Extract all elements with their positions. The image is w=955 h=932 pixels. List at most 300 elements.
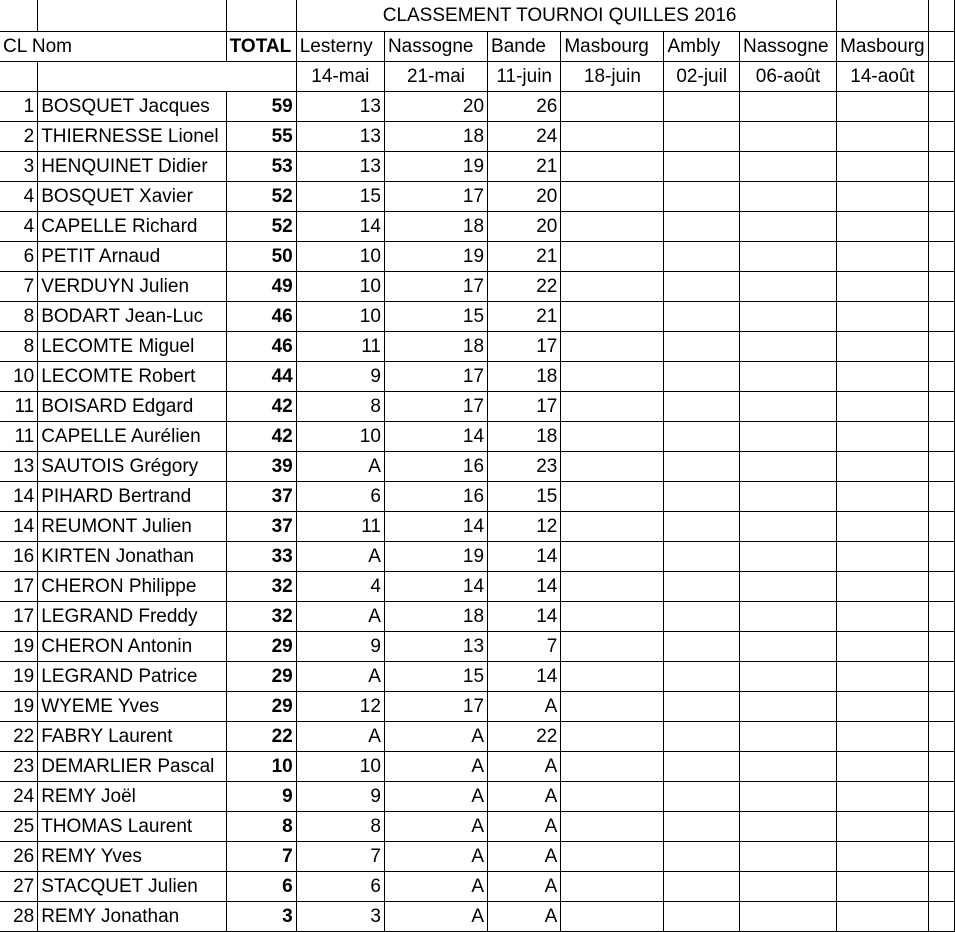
score-cell[interactable]: 9 [296,781,384,811]
score-cell[interactable]: A [384,721,487,751]
score-cell[interactable]: 19 [384,151,487,181]
name-cell[interactable]: VERDUYN Julien [38,271,226,301]
empty-score-cell[interactable] [739,121,836,151]
score-cell[interactable]: A [384,901,487,931]
total-cell[interactable]: 22 [226,721,296,751]
empty-score-cell[interactable] [561,601,664,631]
empty-score-cell[interactable] [837,541,929,571]
score-cell[interactable]: A [488,871,561,901]
empty-score-cell[interactable] [561,661,664,691]
score-cell[interactable]: 14 [488,541,561,571]
score-cell[interactable]: 14 [384,511,487,541]
empty-score-cell[interactable] [837,571,929,601]
empty-score-cell[interactable] [561,421,664,451]
score-cell[interactable]: 14 [488,661,561,691]
empty-score-cell[interactable] [664,451,740,481]
rank-cell[interactable]: 1 [0,91,38,121]
rank-cell[interactable]: 22 [0,721,38,751]
empty-score-cell[interactable] [837,391,929,421]
score-cell[interactable]: 10 [296,421,384,451]
name-cell[interactable]: CHERON Philippe [38,571,226,601]
empty-score-cell[interactable] [837,841,929,871]
rank-cell[interactable]: 2 [0,121,38,151]
score-cell[interactable]: 12 [488,511,561,541]
score-cell[interactable]: A [488,751,561,781]
total-cell[interactable]: 7 [226,841,296,871]
empty-score-cell[interactable] [664,181,740,211]
name-cell[interactable]: FABRY Laurent [38,721,226,751]
cell[interactable] [0,61,38,91]
score-cell[interactable]: 19 [384,241,487,271]
name-cell[interactable]: BOISARD Edgard [38,391,226,421]
name-cell[interactable]: BODART Jean-Luc [38,301,226,331]
name-cell[interactable]: REMY Yves [38,841,226,871]
empty-score-cell[interactable] [739,391,836,421]
score-cell[interactable]: 17 [488,331,561,361]
score-cell[interactable]: 13 [296,151,384,181]
score-cell[interactable]: A [488,811,561,841]
score-cell[interactable]: 15 [384,661,487,691]
total-cell[interactable]: 37 [226,481,296,511]
score-cell[interactable]: 10 [296,301,384,331]
score-cell[interactable]: 11 [296,331,384,361]
empty-score-cell[interactable] [837,511,929,541]
score-cell[interactable]: 22 [488,721,561,751]
empty-score-cell[interactable] [664,661,740,691]
name-cell[interactable]: SAUTOIS Grégory [38,451,226,481]
score-cell[interactable]: 7 [296,841,384,871]
score-cell[interactable]: A [296,451,384,481]
score-cell[interactable]: 21 [488,241,561,271]
score-cell[interactable]: 14 [488,571,561,601]
rank-cell[interactable]: 27 [0,871,38,901]
cell[interactable] [928,331,954,361]
rank-cell[interactable]: 26 [0,841,38,871]
total-cell[interactable]: 42 [226,391,296,421]
empty-score-cell[interactable] [837,271,929,301]
name-cell[interactable]: DEMARLIER Pascal [38,751,226,781]
cell[interactable] [928,571,954,601]
name-cell[interactable]: LEGRAND Freddy [38,601,226,631]
empty-score-cell[interactable] [664,541,740,571]
empty-score-cell[interactable] [664,511,740,541]
empty-score-cell[interactable] [664,421,740,451]
cell[interactable] [928,181,954,211]
cell[interactable] [928,511,954,541]
name-cell[interactable]: REMY Joël [38,781,226,811]
empty-score-cell[interactable] [664,271,740,301]
rank-cell[interactable]: 24 [0,781,38,811]
empty-score-cell[interactable] [739,691,836,721]
score-cell[interactable]: 21 [488,151,561,181]
name-cell[interactable]: HENQUINET Didier [38,151,226,181]
empty-score-cell[interactable] [664,151,740,181]
rank-cell[interactable]: 14 [0,511,38,541]
cell[interactable] [928,481,954,511]
rank-cell[interactable]: 19 [0,661,38,691]
score-cell[interactable]: 17 [384,181,487,211]
score-cell[interactable]: 10 [296,271,384,301]
empty-score-cell[interactable] [837,721,929,751]
name-cell[interactable]: KIRTEN Jonathan [38,541,226,571]
cell[interactable] [928,241,954,271]
empty-score-cell[interactable] [561,571,664,601]
cell[interactable] [928,271,954,301]
score-cell[interactable]: 9 [296,361,384,391]
total-cell[interactable]: 50 [226,241,296,271]
name-cell[interactable]: REUMONT Julien [38,511,226,541]
rank-cell[interactable]: 8 [0,331,38,361]
rank-cell[interactable]: 6 [0,241,38,271]
score-cell[interactable]: 10 [296,751,384,781]
empty-score-cell[interactable] [561,391,664,421]
empty-score-cell[interactable] [739,781,836,811]
empty-score-cell[interactable] [739,571,836,601]
score-cell[interactable]: 18 [488,421,561,451]
empty-score-cell[interactable] [837,301,929,331]
total-cell[interactable]: 29 [226,631,296,661]
score-cell[interactable]: 17 [384,391,487,421]
score-cell[interactable]: 20 [488,181,561,211]
empty-score-cell[interactable] [664,811,740,841]
name-cell[interactable]: PETIT Arnaud [38,241,226,271]
empty-score-cell[interactable] [837,661,929,691]
empty-score-cell[interactable] [837,91,929,121]
empty-score-cell[interactable] [739,91,836,121]
cell[interactable] [928,91,954,121]
score-cell[interactable]: 9 [296,631,384,661]
score-cell[interactable]: 19 [384,541,487,571]
score-cell[interactable]: 7 [488,631,561,661]
score-cell[interactable]: A [384,841,487,871]
empty-score-cell[interactable] [561,451,664,481]
score-cell[interactable]: 14 [384,571,487,601]
total-cell[interactable]: 44 [226,361,296,391]
empty-score-cell[interactable] [561,241,664,271]
empty-score-cell[interactable] [664,751,740,781]
empty-score-cell[interactable] [739,481,836,511]
empty-score-cell[interactable] [739,841,836,871]
total-cell[interactable]: 32 [226,571,296,601]
name-cell[interactable]: LEGRAND Patrice [38,661,226,691]
score-cell[interactable]: 8 [296,811,384,841]
empty-score-cell[interactable] [837,451,929,481]
empty-score-cell[interactable] [739,601,836,631]
empty-score-cell[interactable] [561,901,664,931]
cell[interactable] [928,151,954,181]
total-cell[interactable]: 6 [226,871,296,901]
rank-cell[interactable]: 25 [0,811,38,841]
empty-score-cell[interactable] [664,91,740,121]
total-cell[interactable]: 39 [226,451,296,481]
cell[interactable] [837,0,929,31]
total-cell[interactable]: 37 [226,511,296,541]
empty-score-cell[interactable] [561,511,664,541]
score-cell[interactable]: 18 [488,361,561,391]
score-cell[interactable]: 12 [296,691,384,721]
score-cell[interactable]: 18 [384,121,487,151]
cell[interactable] [928,901,954,931]
empty-score-cell[interactable] [664,241,740,271]
empty-score-cell[interactable] [739,631,836,661]
empty-score-cell[interactable] [739,361,836,391]
empty-score-cell[interactable] [837,151,929,181]
empty-score-cell[interactable] [739,271,836,301]
rank-cell[interactable]: 4 [0,181,38,211]
cell[interactable] [928,211,954,241]
score-cell[interactable]: 18 [384,331,487,361]
name-cell[interactable]: PIHARD Bertrand [38,481,226,511]
score-cell[interactable]: A [488,691,561,721]
score-cell[interactable]: 13 [384,631,487,661]
total-cell[interactable]: 55 [226,121,296,151]
score-cell[interactable]: 22 [488,271,561,301]
name-cell[interactable]: LECOMTE Robert [38,361,226,391]
empty-score-cell[interactable] [739,331,836,361]
total-cell[interactable]: 33 [226,541,296,571]
empty-score-cell[interactable] [837,481,929,511]
total-cell[interactable]: 46 [226,301,296,331]
rank-cell[interactable]: 11 [0,391,38,421]
total-cell[interactable]: 53 [226,151,296,181]
empty-score-cell[interactable] [837,811,929,841]
empty-score-cell[interactable] [837,601,929,631]
score-cell[interactable]: A [296,721,384,751]
empty-score-cell[interactable] [664,361,740,391]
name-cell[interactable]: REMY Jonathan [38,901,226,931]
empty-score-cell[interactable] [561,781,664,811]
empty-score-cell[interactable] [837,901,929,931]
name-cell[interactable]: BOSQUET Xavier [38,181,226,211]
score-cell[interactable]: 6 [296,871,384,901]
score-cell[interactable]: 11 [296,511,384,541]
name-cell[interactable]: STACQUET Julien [38,871,226,901]
empty-score-cell[interactable] [739,181,836,211]
cell[interactable] [928,691,954,721]
empty-score-cell[interactable] [664,601,740,631]
empty-score-cell[interactable] [739,211,836,241]
total-cell[interactable]: 49 [226,271,296,301]
empty-score-cell[interactable] [561,751,664,781]
score-cell[interactable]: 10 [296,241,384,271]
total-cell[interactable]: 29 [226,661,296,691]
score-cell[interactable]: 3 [296,901,384,931]
score-cell[interactable]: 26 [488,91,561,121]
empty-score-cell[interactable] [837,331,929,361]
cell[interactable] [928,301,954,331]
empty-score-cell[interactable] [561,331,664,361]
score-cell[interactable]: 16 [384,481,487,511]
empty-score-cell[interactable] [561,121,664,151]
empty-score-cell[interactable] [561,841,664,871]
score-cell[interactable]: 20 [384,91,487,121]
score-cell[interactable]: 15 [296,181,384,211]
empty-score-cell[interactable] [664,631,740,661]
score-cell[interactable]: 14 [296,211,384,241]
cell[interactable] [928,121,954,151]
empty-score-cell[interactable] [664,781,740,811]
total-cell[interactable]: 9 [226,781,296,811]
empty-score-cell[interactable] [837,691,929,721]
cell[interactable] [226,0,296,31]
cell[interactable] [928,31,954,61]
empty-score-cell[interactable] [739,541,836,571]
cell[interactable] [928,361,954,391]
empty-score-cell[interactable] [664,871,740,901]
score-cell[interactable]: A [384,781,487,811]
score-cell[interactable]: A [384,811,487,841]
empty-score-cell[interactable] [664,391,740,421]
total-cell[interactable]: 10 [226,751,296,781]
empty-score-cell[interactable] [664,691,740,721]
cell[interactable] [0,0,38,31]
score-cell[interactable]: A [384,751,487,781]
total-cell[interactable]: 46 [226,331,296,361]
cell[interactable] [928,781,954,811]
score-cell[interactable]: 17 [488,391,561,421]
cell[interactable] [739,0,836,31]
cell[interactable] [928,451,954,481]
total-cell[interactable]: 3 [226,901,296,931]
empty-score-cell[interactable] [837,361,929,391]
score-cell[interactable]: 18 [384,211,487,241]
rank-cell[interactable]: 13 [0,451,38,481]
empty-score-cell[interactable] [739,661,836,691]
cell[interactable] [928,541,954,571]
name-cell[interactable]: CAPELLE Aurélien [38,421,226,451]
empty-score-cell[interactable] [561,481,664,511]
total-cell[interactable]: 52 [226,211,296,241]
total-cell[interactable]: 29 [226,691,296,721]
cell[interactable] [928,61,954,91]
score-cell[interactable]: 18 [384,601,487,631]
name-cell[interactable]: THOMAS Laurent [38,811,226,841]
cell[interactable] [928,601,954,631]
rank-cell[interactable]: 14 [0,481,38,511]
score-cell[interactable]: A [296,541,384,571]
empty-score-cell[interactable] [837,241,929,271]
rank-cell[interactable]: 16 [0,541,38,571]
score-cell[interactable]: A [488,781,561,811]
empty-score-cell[interactable] [561,271,664,301]
score-cell[interactable]: 4 [296,571,384,601]
score-cell[interactable]: 16 [384,451,487,481]
rank-cell[interactable]: 3 [0,151,38,181]
score-cell[interactable]: A [488,901,561,931]
score-cell[interactable]: 14 [488,601,561,631]
empty-score-cell[interactable] [837,181,929,211]
score-cell[interactable]: 20 [488,211,561,241]
empty-score-cell[interactable] [739,901,836,931]
empty-score-cell[interactable] [561,631,664,661]
empty-score-cell[interactable] [739,811,836,841]
empty-score-cell[interactable] [561,91,664,121]
total-cell[interactable]: 59 [226,91,296,121]
empty-score-cell[interactable] [561,541,664,571]
score-cell[interactable]: 21 [488,301,561,331]
cell[interactable] [38,61,297,91]
score-cell[interactable]: 6 [296,481,384,511]
empty-score-cell[interactable] [561,211,664,241]
score-cell[interactable]: A [488,841,561,871]
score-cell[interactable]: 15 [488,481,561,511]
empty-score-cell[interactable] [664,301,740,331]
empty-score-cell[interactable] [837,421,929,451]
empty-score-cell[interactable] [664,331,740,361]
empty-score-cell[interactable] [739,241,836,271]
cell[interactable] [928,721,954,751]
empty-score-cell[interactable] [739,301,836,331]
empty-score-cell[interactable] [739,751,836,781]
score-cell[interactable]: 13 [296,91,384,121]
score-cell[interactable]: A [296,601,384,631]
empty-score-cell[interactable] [739,421,836,451]
empty-score-cell[interactable] [837,121,929,151]
empty-score-cell[interactable] [561,301,664,331]
rank-cell[interactable]: 19 [0,691,38,721]
score-cell[interactable]: A [384,871,487,901]
empty-score-cell[interactable] [664,121,740,151]
rank-cell[interactable]: 7 [0,271,38,301]
total-cell[interactable]: 32 [226,601,296,631]
empty-score-cell[interactable] [664,481,740,511]
cell[interactable] [928,0,954,31]
rank-cell[interactable]: 23 [0,751,38,781]
empty-score-cell[interactable] [561,151,664,181]
empty-score-cell[interactable] [739,721,836,751]
empty-score-cell[interactable] [739,511,836,541]
cell[interactable] [928,631,954,661]
rank-cell[interactable]: 17 [0,571,38,601]
rank-cell[interactable]: 28 [0,901,38,931]
empty-score-cell[interactable] [837,211,929,241]
empty-score-cell[interactable] [739,451,836,481]
score-cell[interactable]: 17 [384,361,487,391]
name-cell[interactable]: CAPELLE Richard [38,211,226,241]
score-cell[interactable]: 13 [296,121,384,151]
cell[interactable] [928,421,954,451]
empty-score-cell[interactable] [837,751,929,781]
name-cell[interactable]: BOSQUET Jacques [38,91,226,121]
score-cell[interactable]: 17 [384,691,487,721]
empty-score-cell[interactable] [561,691,664,721]
score-cell[interactable]: 23 [488,451,561,481]
score-cell[interactable]: 14 [384,421,487,451]
cell[interactable] [928,811,954,841]
empty-score-cell[interactable] [664,901,740,931]
empty-score-cell[interactable] [739,871,836,901]
empty-score-cell[interactable] [561,721,664,751]
rank-cell[interactable]: 8 [0,301,38,331]
name-cell[interactable]: CHERON Antonin [38,631,226,661]
total-cell[interactable]: 42 [226,421,296,451]
cell[interactable] [38,0,226,31]
empty-score-cell[interactable] [739,151,836,181]
empty-score-cell[interactable] [837,871,929,901]
name-cell[interactable]: LECOMTE Miguel [38,331,226,361]
name-cell[interactable]: THIERNESSE Lionel [38,121,226,151]
score-cell[interactable]: A [296,661,384,691]
cell[interactable] [928,751,954,781]
total-cell[interactable]: 52 [226,181,296,211]
cell[interactable] [928,391,954,421]
empty-score-cell[interactable] [664,841,740,871]
empty-score-cell[interactable] [561,181,664,211]
rank-cell[interactable]: 11 [0,421,38,451]
score-cell[interactable]: 15 [384,301,487,331]
empty-score-cell[interactable] [664,721,740,751]
cell[interactable] [928,841,954,871]
